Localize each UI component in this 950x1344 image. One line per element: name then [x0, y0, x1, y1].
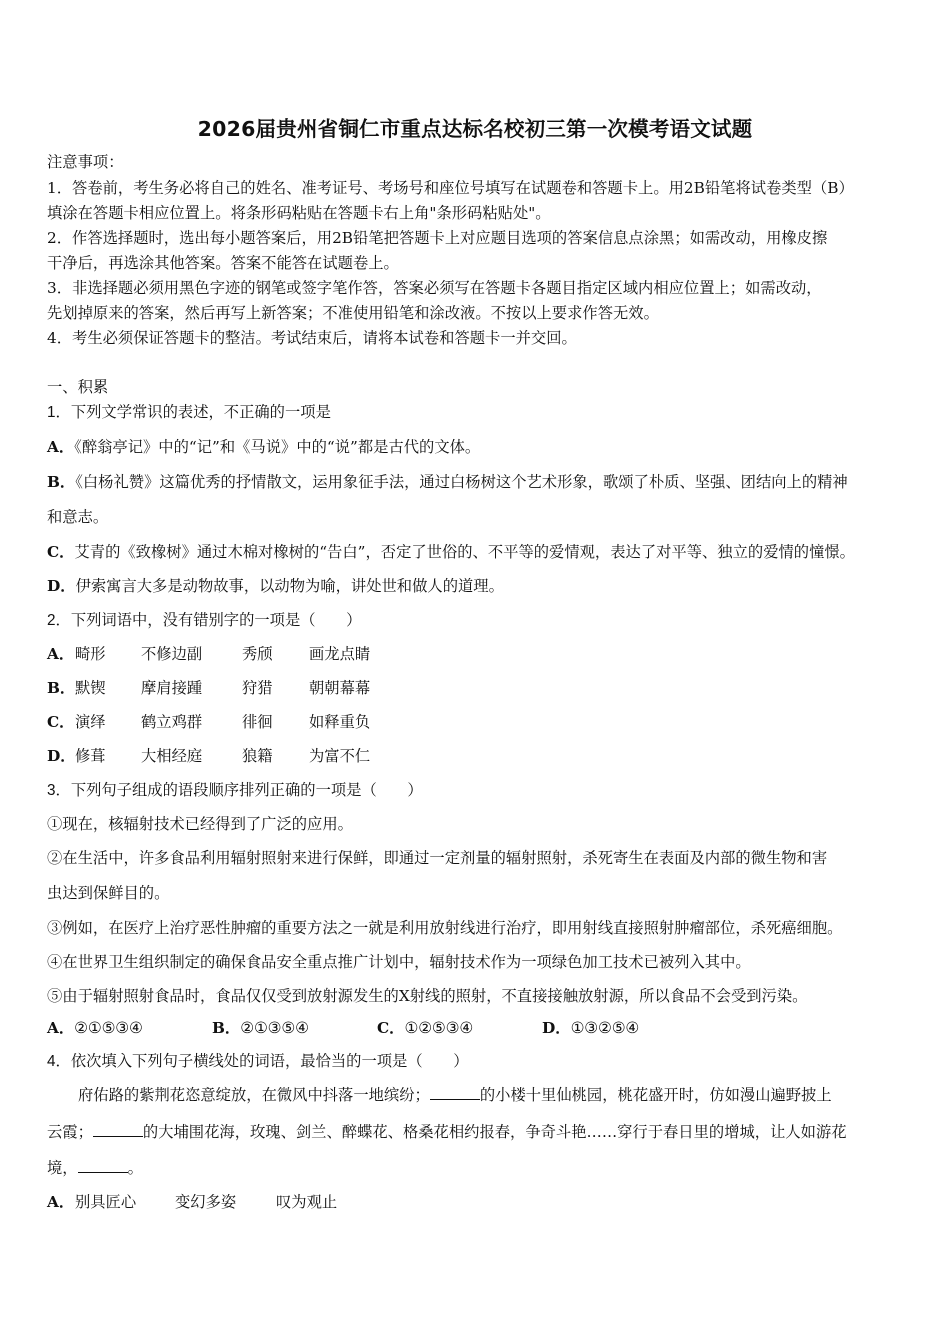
- question-text: 下列文学常识的表述，不正确的一项是: [70, 403, 331, 421]
- option-label: D．: [47, 577, 76, 595]
- option-label: A．: [47, 1019, 75, 1037]
- option-word: 为富不仁: [309, 747, 371, 765]
- option-label: B．: [47, 473, 76, 491]
- option-label: C．: [377, 1019, 405, 1037]
- question-text: 下列词语中，没有错别字的一项是（ ）: [70, 611, 362, 629]
- q3-option-a: [47, 1018, 143, 1038]
- passage-text: 境，: [47, 1159, 78, 1177]
- q3-option-c: [377, 1018, 473, 1038]
- passage-line: [47, 1122, 847, 1142]
- option-word: 如释重负: [309, 713, 371, 731]
- option-word: 不修边副: [141, 645, 203, 663]
- fill-blank: [430, 1085, 480, 1100]
- question-3-stem: [47, 780, 423, 801]
- notice-line: 先划掉原来的答案，然后再写上新答案；不准使用铅笔和涂改液。不按以上要求作答无效。: [47, 304, 659, 322]
- option-text: 《醉翁亭记》中的“记”和《马说》中的“说”都是古代的文体。: [74, 438, 481, 456]
- option-word: 修葺: [75, 747, 106, 765]
- passage-line: [78, 1085, 832, 1105]
- sentence-2-continued: 虫达到保鲜目的。: [47, 884, 170, 902]
- option-label: C．: [47, 543, 75, 561]
- q3-option-b: [212, 1018, 309, 1038]
- option-text: ②①③⑤④: [240, 1019, 309, 1037]
- question-number: 2．: [47, 612, 71, 629]
- option-label: B．: [47, 679, 76, 697]
- option-word: 朝朝幕幕: [309, 679, 371, 697]
- option-word: 秀颀: [242, 645, 273, 663]
- passage-text: 云霞；: [47, 1123, 93, 1141]
- question-number: 3．: [47, 782, 71, 799]
- question-text: 下列句子组成的语段顺序排列正确的一项是（ ）: [70, 781, 423, 799]
- option-word: 画龙点睛: [309, 645, 371, 663]
- passage-text: 的大埔围花海，玫瑰、剑兰、醉蝶花、格桑花相约报春，争奇斗艳……穿行于春日里的增城，让人如游花: [142, 1123, 847, 1141]
- option-label: A．: [47, 438, 75, 456]
- notice-line: 填涂在答题卡相应位置上。将条形码粘贴在答题卡右上角"条形码粘贴处"。: [47, 204, 551, 222]
- option-c: [47, 542, 855, 562]
- sentence-3: ③例如，在医疗上治疗恶性肿瘤的重要方法之一就是利用放射线进行治疗，即用射线直接照射肿瘤部位，杀死癌细胞。: [47, 919, 843, 937]
- sentence-1: ①现在，核辐射技术已经得到了广泛的应用。: [47, 815, 353, 833]
- option-word: 叹为观止: [276, 1193, 338, 1211]
- question-text: 依次填入下列句子横线处的词语，最恰当的一项是（ ）: [70, 1052, 469, 1070]
- question-1-stem: [47, 402, 331, 423]
- option-word: 狩猎: [242, 679, 273, 697]
- option-text: ①②⑤③④: [404, 1019, 474, 1037]
- passage-text: 的小楼十里仙桃园，桃花盛开时，仿如漫山遍野披上: [479, 1086, 832, 1104]
- notice-heading: 注意事项：: [47, 153, 124, 171]
- option-word: 默锲: [75, 679, 106, 697]
- option-label: D．: [542, 1019, 571, 1037]
- fill-blank: [93, 1122, 143, 1137]
- option-word: 鹤立鸡群: [141, 713, 203, 731]
- option-label: A．: [47, 645, 75, 663]
- option-b: [47, 472, 848, 492]
- question-number: 1．: [47, 404, 71, 421]
- option-label: C．: [47, 713, 75, 731]
- option-word: 畸形: [75, 645, 106, 663]
- option-b-continued: 和意志。: [47, 508, 109, 526]
- section-heading: 一、积累: [47, 378, 109, 396]
- question-2-stem: [47, 610, 361, 631]
- option-word: 大相经庭: [141, 747, 203, 765]
- question-number: 4．: [47, 1053, 71, 1070]
- option-word: 摩肩接踵: [141, 679, 203, 697]
- question-4-stem: [47, 1051, 469, 1072]
- option-text: ②①⑤③④: [74, 1019, 143, 1037]
- notice-line: 2．作答选择题时，选出每小题答案后，用2B铅笔把答题卡上对应题目选项的答案信息点涂黑；如需改动，用橡皮擦: [47, 229, 828, 247]
- notice-line: 4．考生必须保证答题卡的整洁。考试结束后，请将本试卷和答题卡一并交回。: [47, 329, 577, 347]
- sentence-2: ②在生活中，许多食品利用辐射照射来进行保鲜，即通过一定剂量的辐射照射，杀死寄生在表面及内部的微生物和害: [47, 849, 828, 867]
- page-title: 2026届贵州省铜仁市重点达标名校初三第一次模考语文试题: [197, 117, 753, 141]
- sentence-4: ④在世界卫生组织制定的确保食品安全重点推广计划中，辐射技术作为一项绿色加工技术已被列入其中。: [47, 953, 751, 971]
- option-d: [47, 576, 504, 596]
- notice-line: 干净后，再选涂其他答案。答案不能答在试题卷上。: [47, 254, 399, 272]
- option-word: 别具匠心: [75, 1193, 137, 1211]
- option-label: D．: [47, 747, 76, 765]
- option-word: 演绎: [75, 713, 106, 731]
- passage-line: [47, 1158, 143, 1178]
- option-text: 《白杨礼赞》这篇优秀的抒情散文，运用象征手法，通过白杨树这个艺术形象，歌颂了朴质、坚强、团结向上的精神: [75, 473, 848, 491]
- option-text: 伊索寓言大多是动物故事，以动物为喻，讲处世和做人的道理。: [75, 577, 504, 595]
- passage-text: 。: [127, 1159, 143, 1177]
- option-a: [47, 437, 480, 457]
- q3-option-d: [542, 1018, 639, 1038]
- passage-text: 府佑路的紫荆花恣意绽放，在微风中抖落一地缤纷；: [78, 1086, 430, 1104]
- option-text: ①③②⑤④: [570, 1019, 640, 1037]
- option-label: B．: [212, 1019, 241, 1037]
- notice-line: 3．非选择题必须用黑色字迹的钢笔或签字笔作答，答案必须写在答题卡各题目指定区域内相应位置上；如需改动，: [47, 279, 822, 297]
- option-word: 徘徊: [242, 713, 273, 731]
- option-text: 艾青的《致橡树》通过木棉对橡树的“告白”，否定了世俗的、不平等的爱情观，表达了对平等、独立的爱情的憧憬。: [74, 543, 855, 561]
- option-word: 狼籍: [242, 747, 273, 765]
- option-label: A．: [47, 1193, 75, 1211]
- notice-line: 1．答卷前，考生务必将自己的姓名、准考证号、考场号和座位号填写在试题卷和答题卡上。用2B铅笔将试卷类型（B）: [47, 179, 854, 197]
- option-word: 变幻多姿: [175, 1193, 237, 1211]
- sentence-5: ⑤由于辐射照射食品时，食品仅仅受到放射源发生的X射线的照射，不直接接触放射源，所以食品不会受到污染。: [47, 987, 808, 1005]
- fill-blank: [78, 1158, 128, 1173]
